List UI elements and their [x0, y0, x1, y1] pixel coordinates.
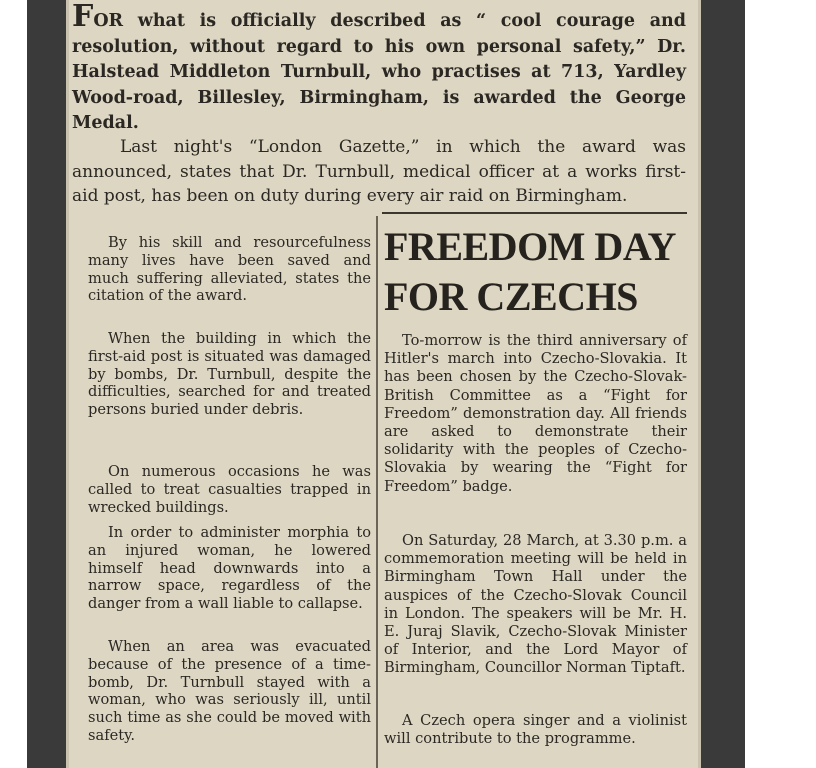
intro-body-paragraph: Last night's “London Gazette,” in which the award was announced, states that Dr. Turnbull, medical officer at a works first-aid post, has been on duty during every air raid on Birmingham. [72, 137, 686, 206]
clipping-right-edge [698, 0, 701, 768]
page-margin-left [0, 0, 27, 768]
left-column-paragraph: On numerous occasions he was called to treat casualties trapped in wrecked buildings. [88, 463, 371, 516]
left-column-paragraph: When an area was evacuated because of the presence of a time-bomb, Dr. Turnbull stayed with a woman, who was seriously ill, until such time as she could be moved with safety. [88, 638, 371, 744]
story-paragraph: On Saturday, 28 March, at 3.30 p.m. a commemoration meeting will be held in Birmingham Town Hall under the auspices of the Czecho-Slovak Council in London. The speakers will be Mr. H. E. Juraj Slavik, Czecho-Slovak Minister of Interior, and the Lord Mayor of Birmingham, Councillor Norman Tiptaft. [384, 532, 687, 677]
column-divider [376, 216, 378, 768]
story-paragraph: To-morrow is the third anniversary of Hitler's march into Czecho-Slovakia. It has been chosen by the Czecho-Slovak-British Committee as a “Fight for Freedom” demonstration day. All friends are asked to demonstrate their solidarity with the peoples of Czecho-Slovakia by wearing the “Fight for Freedom” badge. [384, 332, 687, 495]
story-top-rule [382, 212, 687, 214]
page-margin-right [745, 0, 816, 768]
story-headline: FREEDOM DAY FOR CZECHS [384, 224, 675, 319]
story-paragraph: A Czech opera singer and a violinist will contribute to the programme. [384, 712, 687, 748]
newspaper-clipping [66, 0, 701, 768]
intro-lead-paragraph: FOR what is officially described as “ cool courage and resolution, without regard to his own personal safety,” Dr. Halstead Middleton Turnbull, who practises at 713, Yardley Wood-road, Billesley, Birmingham, is awarded the George Medal. [72, 0, 686, 134]
clipping-left-edge [66, 0, 69, 768]
left-column-paragraph: In order to administer morphia to an injured woman, he lowered himself head downwards into a narrow space, regardless of the danger from a wall liable to callapse. [88, 524, 371, 613]
left-column-paragraph: When the building in which the first-aid post is situated was damaged by bombs, Dr. Turnbull, despite the difficulties, searched for and treated persons buried under debris. [88, 330, 371, 419]
left-column-paragraph: By his skill and resourcefulness many lives have been saved and much suffering alleviated, states the citation of the award. [88, 234, 371, 305]
